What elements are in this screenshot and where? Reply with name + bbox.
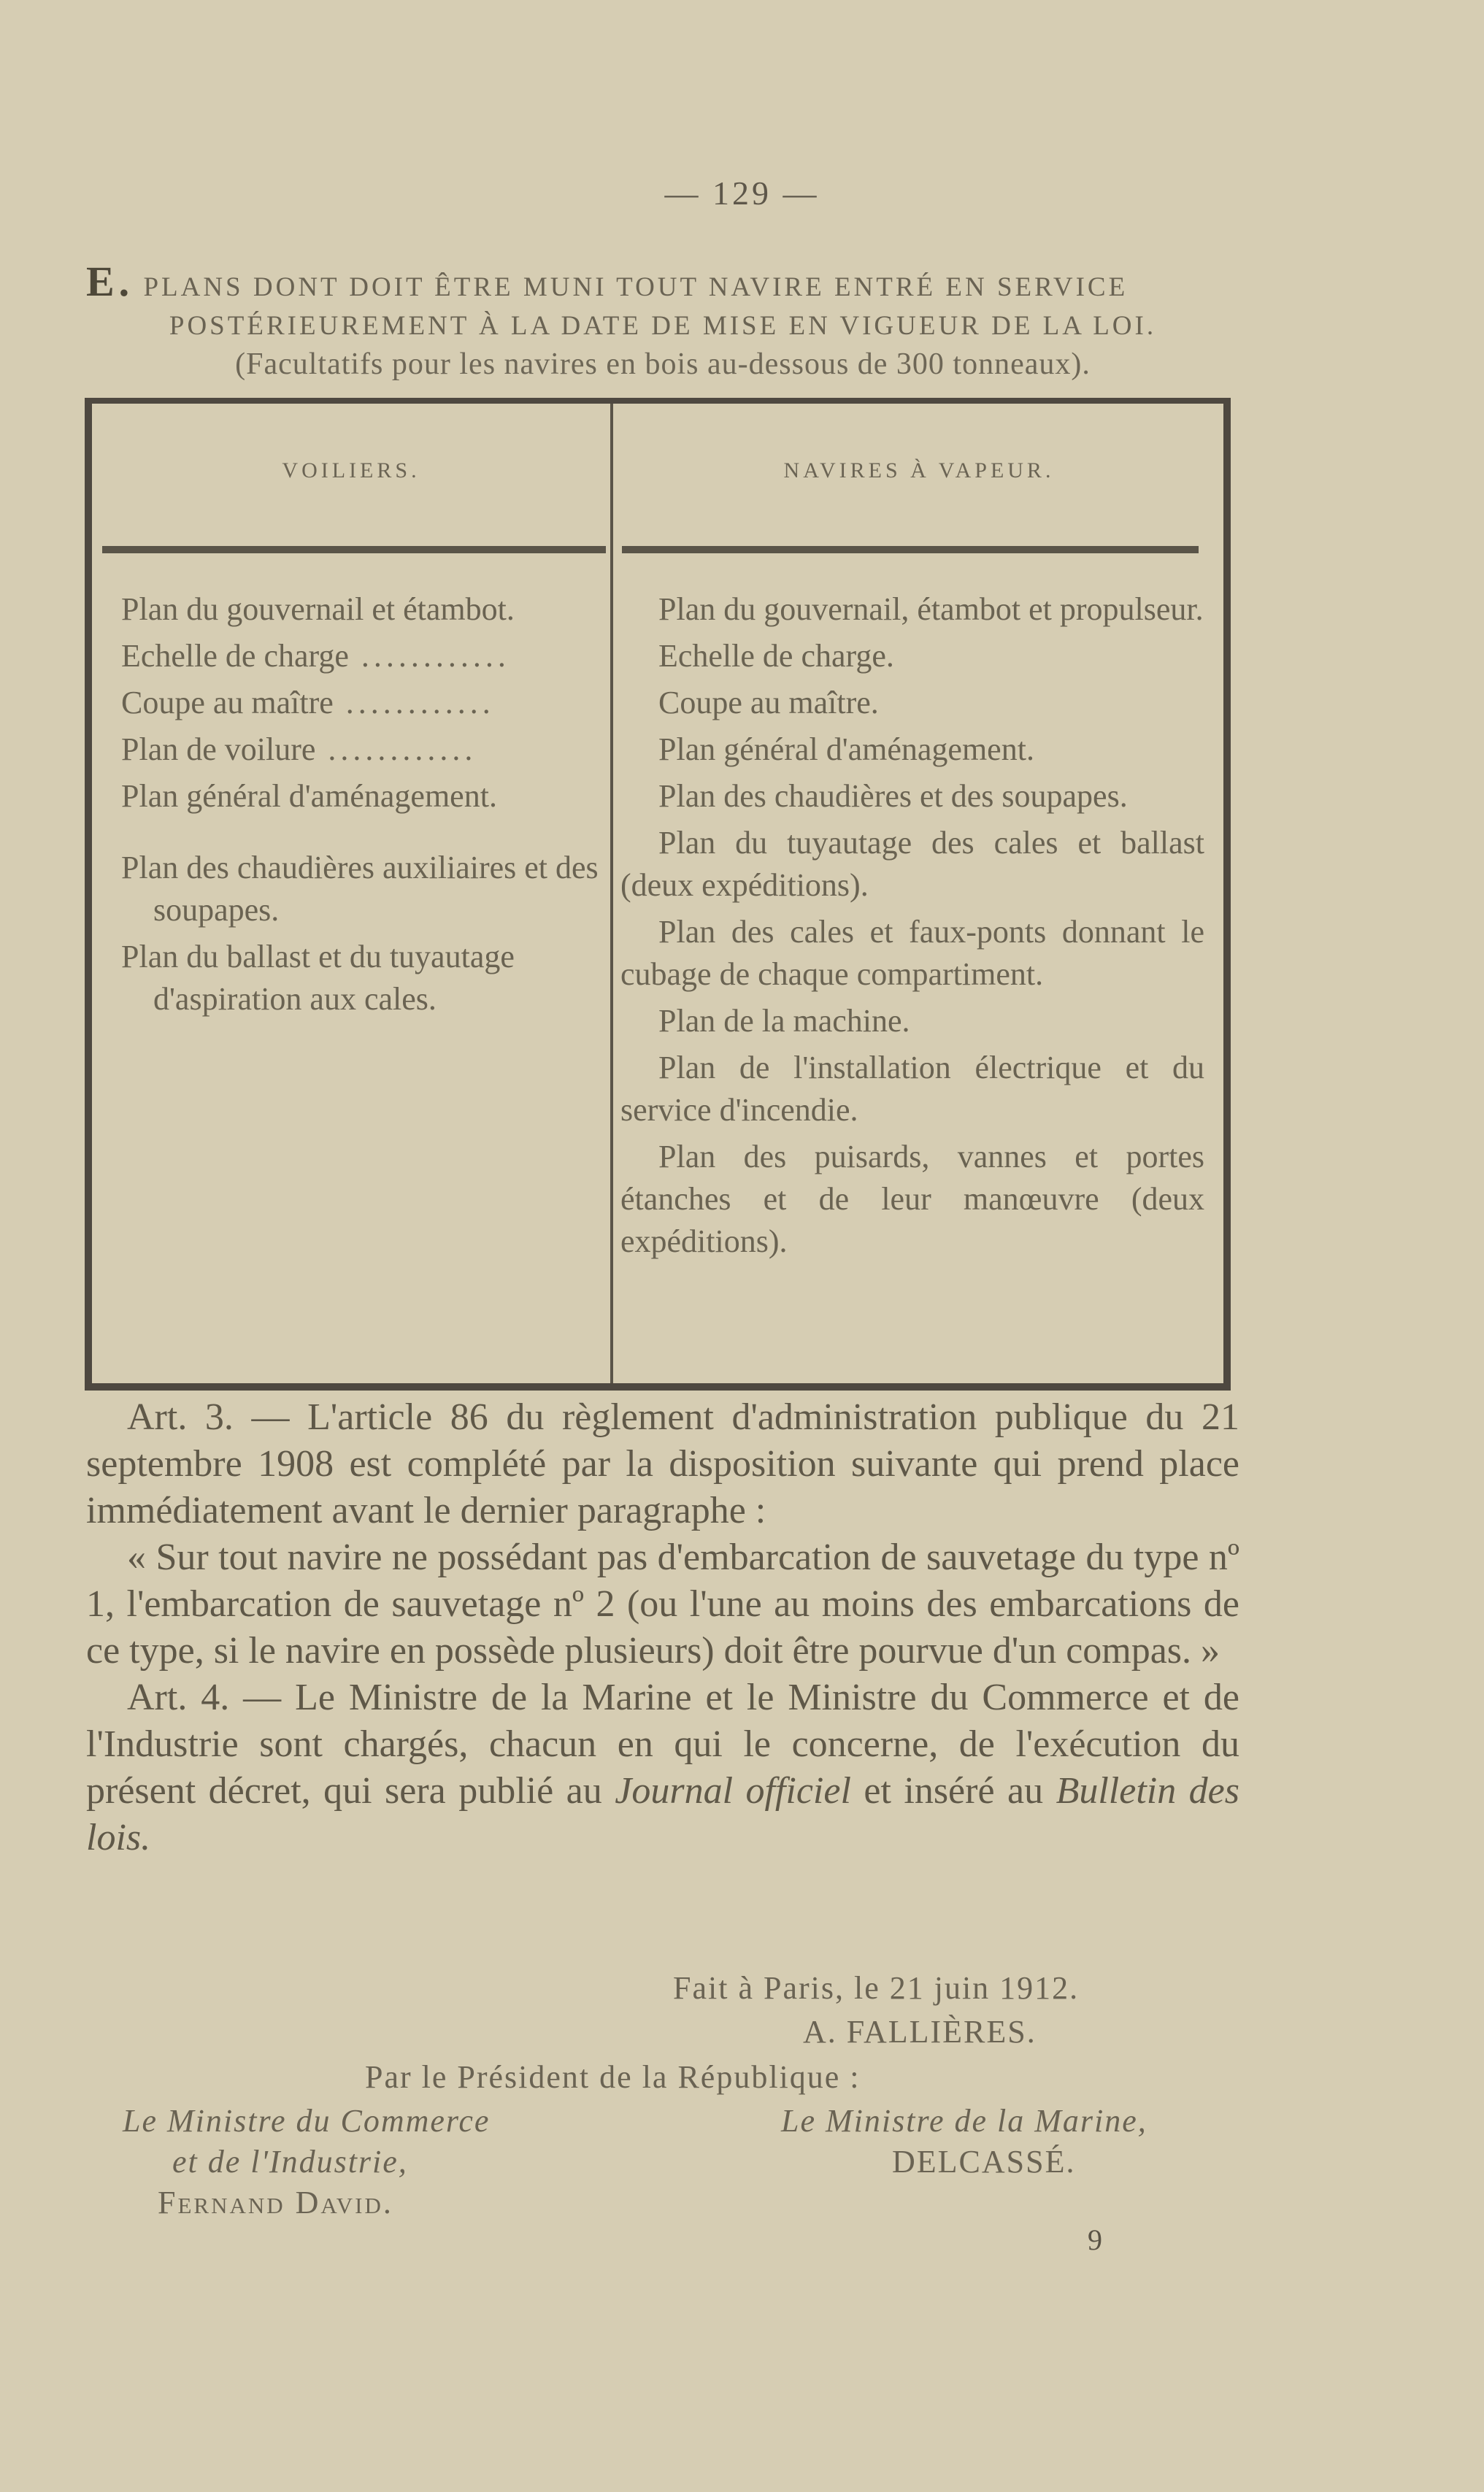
article-3-paragraph: Art. 3. — L'article 86 du règlement d'administration publique du 21 septembre 1908 est complété par la disposition suivante qui prend place immédiatement avant le dernier paragraphe :: [86, 1396, 1239, 1531]
signature-mark: 9: [1088, 2223, 1102, 2256]
president-signature: A. FALLIÈRES.: [803, 2014, 1037, 2050]
list-item: Plan de voilure .....: [121, 728, 603, 771]
list-item: Plan du ballast et du tuyautage d'aspiration aux cales.: [121, 939, 515, 1017]
article-3-quote: « Sur tout navire ne possédant pas d'embarcation de sauvetage du type nº 1, l'embarcation de sauvetage nº 2 (ou l'une au moins des embarcations de ce type, si le navire en possède plusieurs) doit être pourvue d'un compas. »: [86, 1537, 1239, 1672]
list-item: Plan des chaudières et des soupapes.: [658, 778, 1128, 814]
marine-minister-title: Le Ministre de la Marine,: [781, 2103, 1147, 2139]
decree-body: [86, 1394, 1239, 1861]
section-letter: E.: [86, 258, 134, 305]
list-item: Echelle de charge .....: [121, 635, 603, 677]
header-rule-right: [622, 546, 1199, 553]
list-item: Plan des chaudières auxiliaires et des soupapes.: [121, 850, 599, 928]
marine-minister-name: DELCASSÉ.: [892, 2144, 1076, 2180]
header-rule-left: [102, 546, 606, 553]
column-header-voiliers: VOILIERS.: [282, 458, 420, 482]
list-item: Echelle de charge.: [658, 638, 894, 674]
navires-a-vapeur-plan-list: [620, 588, 1204, 1267]
list-item: Plan général d'aménagement.: [658, 731, 1034, 767]
list-item: Coupe au maître .....: [121, 682, 603, 724]
place-and-date: Fait à Paris, le 21 juin 1912.: [673, 1970, 1080, 2006]
bulletin-des-lois-title: Bulletin des lois.: [86, 1770, 1240, 1858]
list-item: Plan de l'installation électrique et du service d'incendie.: [620, 1050, 1204, 1128]
list-item: Plan du tuyautage des cales et ballast (deux expéditions).: [620, 825, 1204, 903]
heading-line-2: POSTÉRIEUREMENT À LA DATE DE MISE EN VIGUEUR DE LA LOI.: [169, 311, 1157, 341]
article-4-paragraph: [86, 1674, 1239, 1861]
section-heading: [86, 257, 1239, 306]
article-4-mid-text: et inséré au: [864, 1770, 1044, 1812]
page-number: — 129 —: [664, 174, 820, 212]
list-item: Plan général d'aménagement.: [121, 778, 497, 814]
by-president-line: Par le Président de la République :: [365, 2059, 861, 2095]
list-item: Plan du gouvernail et étambot.: [121, 591, 515, 627]
journal-officiel-title: Journal officiel: [615, 1770, 851, 1812]
list-item: Plan des cales et faux-ponts donnant le cubage de chaque compartiment.: [620, 914, 1204, 992]
list-item: Coupe au maître.: [658, 685, 879, 720]
commerce-minister-name: Fernand David.: [158, 2185, 393, 2220]
article-4-text: Art. 4. — Le Ministre de la Marine et le Ministre du Commerce et de l'Industrie sont chargés, chacun en qui le concerne, de l'exécution du présent décret, qui sera publié au: [86, 1677, 1239, 1812]
list-item: Plan des puisards, vannes et portes étanches et de leur manœuvre (deux expéditions).: [620, 1139, 1204, 1259]
list-item: Plan du gouvernail, étambot et propulseur.: [658, 591, 1204, 627]
column-header-navires-a-vapeur: NAVIRES À VAPEUR.: [783, 458, 1055, 482]
heading-line-1: PLANS DONT DOIT ÊTRE MUNI TOUT NAVIRE ENTRÉ EN SERVICE: [143, 272, 1129, 302]
voiliers-plan-list: [121, 588, 603, 1025]
commerce-minister-title-2: et de l'Industrie,: [172, 2144, 408, 2180]
heading-note: (Facultatifs pour les navires en bois au-dessous de 300 tonneaux).: [235, 347, 1091, 381]
table-column-divider: [610, 404, 613, 1383]
commerce-minister-title-1: Le Ministre du Commerce: [123, 2103, 491, 2139]
list-item: Plan de la machine.: [658, 1003, 910, 1039]
